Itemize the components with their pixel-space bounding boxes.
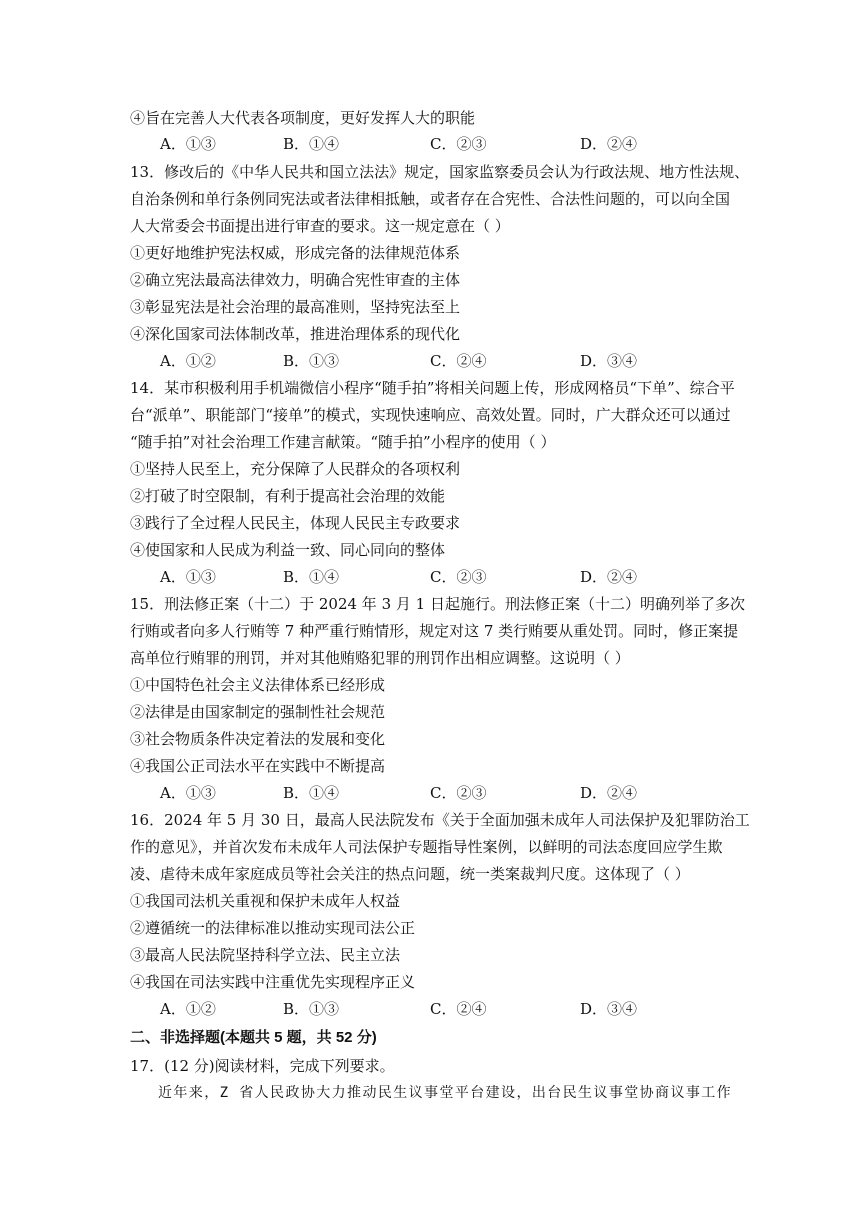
q13-stem-line-3: 人大常委会书面提出进行审查的要求。这一规定意在（ ） xyxy=(130,217,510,235)
q16-item-3: ③最高人民法院坚持科学立法、民主立法 xyxy=(130,946,401,964)
q15-stem-line-2: 行贿或者向多人行贿等 7 种严重行贿情形，规定对这 7 类行贿要从重处罚。同时，修正案提 xyxy=(130,622,739,640)
section-2-heading: 二、非选择题(本题共 5 题，共 52 分) xyxy=(130,1029,377,1046)
q13-item-4: ④深化国家司法体制改革，推进治理体系的现代化 xyxy=(130,325,461,343)
q12-option-c: C．②③ xyxy=(430,135,487,153)
q16-stem-line-1: 16．2024 年 5 月 30 日，最高人民法院发布《关于全面加强未成年人司法保护及犯罪防治工 xyxy=(130,811,750,829)
q16-stem-line-2: 作的意见》，并首次发布未成年人司法保护专题指导性案例，以鲜明的司法态度回应学生欺 xyxy=(130,838,723,856)
q12-item-4: ④旨在完善人大代表各项制度，更好发挥人大的职能 xyxy=(130,109,476,127)
q15-option-a: A．①③ xyxy=(160,784,216,802)
q13-option-a: A．①② xyxy=(160,352,216,370)
q13-option-c: C．②④ xyxy=(430,352,487,370)
q15-option-c: C．②③ xyxy=(430,784,487,802)
q14-item-3: ③践行了全过程人民民主，体现人民民主专政要求 xyxy=(130,514,461,532)
q15-item-4: ④我国公正司法水平在实践中不断提高 xyxy=(130,757,386,775)
q13-item-1: ①更好地维护宪法权威，形成完备的法律规范体系 xyxy=(130,244,461,262)
q15-stem-line-3: 高单位行贿罪的刑罚，并对其他贿赂犯罪的刑罚作出相应调整。这说明（ ） xyxy=(130,649,630,667)
q14-option-a: A．①③ xyxy=(160,568,216,586)
q16-stem-line-3: 凌、虐待未成年家庭成员等社会关注的热点问题，统一类案裁判尺度。这体现了（ ） xyxy=(130,865,690,883)
q14-item-2: ②打破了时空限制，有利于提高社会治理的效能 xyxy=(130,487,446,505)
q13-stem-line-1: 13．修改后的《中华人民共和国立法法》规定，国家监察委员会认为行政法规、地方性法规、 xyxy=(130,163,750,181)
q16-option-d: D．③④ xyxy=(580,1000,638,1018)
q16-option-a: A．①② xyxy=(160,1000,216,1018)
q14-stem-line-3: “随手拍”对社会治理工作建言献策。“随手拍”小程序的使用（ ） xyxy=(130,433,556,451)
q16-item-4: ④我国在司法实践中注重优先实现程序正义 xyxy=(130,973,416,991)
q14-stem-line-2: 台“派单”、职能部门“接单”的模式，实现快速响应、高效处置。同时，广大群众还可以通过 xyxy=(130,406,731,424)
q13-option-b: B．①③ xyxy=(283,352,340,370)
q14-option-c: C．②③ xyxy=(430,568,487,586)
q15-option-d: D．②④ xyxy=(580,784,638,802)
q15-item-3: ③社会物质条件决定着法的发展和变化 xyxy=(130,730,386,748)
q12-option-b: B．①④ xyxy=(283,135,340,153)
q12-option-a: A．①③ xyxy=(160,135,216,153)
q17-material-line-1: 近年来，Z 省人民政协大力推动民生议事堂平台建设，出台民生议事堂协商议事工作 xyxy=(158,1085,733,1101)
q13-item-2: ②确立宪法最高法律效力，明确合宪性审查的主体 xyxy=(130,271,461,289)
q13-option-d: D．③④ xyxy=(580,352,638,370)
q14-option-d: D．②④ xyxy=(580,568,638,586)
q16-item-2: ②遵循统一的法律标准以推动实现司法公正 xyxy=(130,919,416,937)
q13-item-3: ③彰显宪法是社会治理的最高准则，坚持宪法至上 xyxy=(130,298,461,316)
q15-item-2: ②法律是由国家制定的强制性社会规范 xyxy=(130,703,386,721)
q16-option-c: C．②④ xyxy=(430,1000,487,1018)
q17-stem: 17．(12 分)阅读材料，完成下列要求。 xyxy=(130,1057,395,1075)
q13-stem-line-2: 自治条例和单行条例同宪法或者法律相抵触，或者存在合宪性、合法性问题的，可以向全国 xyxy=(130,190,731,208)
q14-stem-line-1: 14．某市积极利用手机端微信小程序“随手拍”将相关问题上传，形成网格员“下单”、综合平 xyxy=(130,379,735,397)
q15-item-1: ①中国特色社会主义法律体系已经形成 xyxy=(130,676,386,694)
q12-option-d: D．②④ xyxy=(580,135,638,153)
q15-option-b: B．①④ xyxy=(283,784,340,802)
q16-item-1: ①我国司法机关重视和保护未成年人权益 xyxy=(130,892,401,910)
q14-option-b: B．①④ xyxy=(283,568,340,586)
q15-stem-line-1: 15．刑法修正案（十二）于 2024 年 3 月 1 日起施行。刑法修正案（十二）明确列举了多次 xyxy=(130,595,745,613)
q16-option-b: B．①③ xyxy=(283,1000,340,1018)
q14-item-1: ①坚持人民至上，充分保障了人民群众的各项权利 xyxy=(130,460,461,478)
q14-item-4: ④使国家和人民成为利益一致、同心同向的整体 xyxy=(130,541,446,559)
